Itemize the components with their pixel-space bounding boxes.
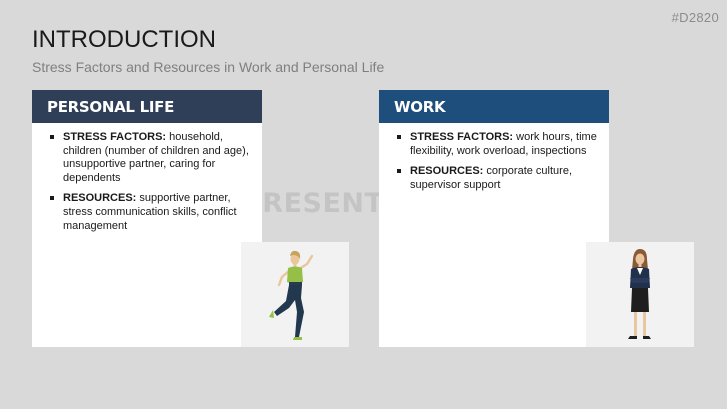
bullet-text: work hours, time flexibility, work overload, inspections <box>410 131 597 157</box>
businesswoman-illustration-icon <box>586 242 694 347</box>
woman-dancing-illustration-icon <box>241 242 349 347</box>
bullet-label: RESOURCES: <box>410 165 484 178</box>
businesswoman-image <box>586 242 694 347</box>
list-item <box>63 131 250 185</box>
slide-code: #D2820 <box>671 10 719 25</box>
slide-subtitle: Stress Factors and Resources in Work and Personal Life <box>32 59 385 75</box>
personal-life-card <box>32 90 262 347</box>
bullet-label: RESOURCES: <box>63 192 137 205</box>
bullet-text: supportive partner, stress communication skills, conflict management <box>63 192 237 232</box>
bullet-text: household, children (number of children and age), unsupportive partner, caring for dependents <box>63 131 249 184</box>
list-item <box>410 131 597 158</box>
list-item <box>410 165 597 192</box>
bullet-text: corporate culture, supervisor support <box>410 165 572 191</box>
personal-life-list <box>32 123 262 233</box>
work-header: WORK <box>379 90 609 123</box>
slide-title: INTRODUCTION <box>32 26 216 53</box>
personal-life-header: PERSONAL LIFE <box>32 90 262 123</box>
work-list <box>379 123 609 192</box>
work-card <box>379 90 609 347</box>
bullet-label: STRESS FACTORS: <box>63 131 167 143</box>
woman-dancing-image <box>241 242 349 347</box>
list-item <box>63 192 250 233</box>
bullet-label: STRESS FACTORS: <box>410 131 514 143</box>
